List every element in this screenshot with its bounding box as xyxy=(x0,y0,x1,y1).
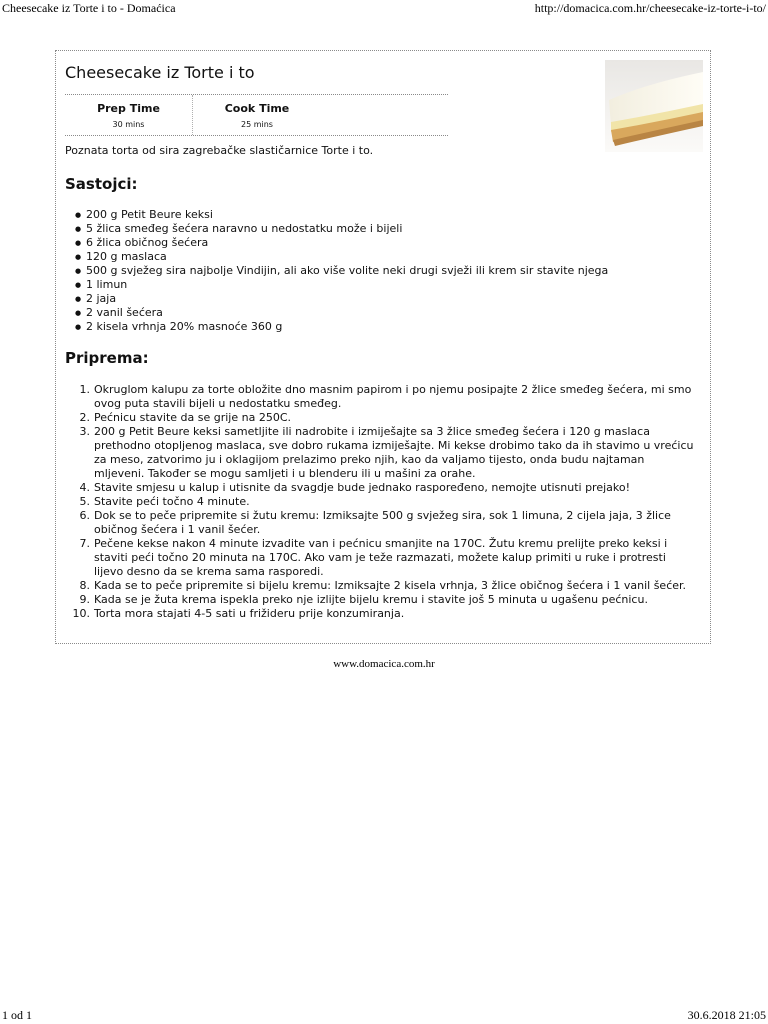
ingredient-item: ● 120 g maslaca xyxy=(65,250,695,264)
ingredient-item: ● 5 žlica smeđeg šećera naravno u nedostatku može i bijeli xyxy=(65,222,695,236)
step-number: 5. xyxy=(79,495,90,508)
step-number: 8. xyxy=(79,579,90,592)
prep-time xyxy=(65,95,193,135)
print-page-title: Cheesecake iz Torte i to - Domaćica xyxy=(2,1,176,15)
step-number: 7. xyxy=(79,537,90,550)
recipe-times xyxy=(65,94,448,136)
step-number: 6. xyxy=(79,509,90,522)
cheesecake-photo xyxy=(605,60,703,152)
ingredient-item: ● 2 vanil šećera xyxy=(65,306,695,320)
recipe-image xyxy=(605,60,703,152)
step-text: 200 g Petit Beure keksi sametljite ili nadrobite i izmiješajte sa 3 žlice smeđeg šećera i 120 g maslaca prethodno otopljenog maslaca, sve dobro rukama izmiješajte. Mi kekse drobimo tako da ih stavimo u vrećicu za meso, zatvorimo ju i oklagijom prelazimo preko njih, kao da valjamo tijesto, onda budu najtaman mljeveni. Također se mogu samljeti i u blenderu ili u mašini za orahe. xyxy=(94,425,694,480)
ingredient-item: ● 2 jaja xyxy=(65,292,695,306)
print-url[interactable]: http://domacica.com.hr/cheesecake-iz-torte-i-to/ xyxy=(534,1,766,15)
step-number: 4. xyxy=(79,481,90,494)
step-text: Torta mora stajati 4-5 sati u frižideru prije konzumiranja. xyxy=(94,607,405,620)
site-footer-link[interactable]: www.domacica.com.hr xyxy=(333,658,435,670)
print-footer xyxy=(0,1008,768,1024)
cook-time-label: Cook Time xyxy=(224,102,290,115)
method-heading: Priprema: xyxy=(65,349,149,367)
step-number: 10. xyxy=(72,607,90,620)
step-text: Pečene kekse nakon 4 minute izvadite van i pećnicu smanjite na 170C. Žutu kremu prelijte preko keksi i staviti peći točno 20 minuta na 170C. Ako vam je teže razmazati, možete kalup primiti u ruke i protresti lijevo desno da se krema sama rasporedi. xyxy=(94,537,668,578)
step-number: 9. xyxy=(79,593,90,606)
method-step xyxy=(65,495,697,509)
step-number: 1. xyxy=(79,383,90,396)
ingredient-item: ● 6 žlica običnog šećera xyxy=(65,236,695,250)
method-step xyxy=(65,383,697,411)
cook-time-value: 25 mins xyxy=(241,120,273,129)
ingredient-item: ● 500 g svježeg sira najbolje Vindijin, ali ako više volite neki drugi svježi ili krem sir stavite njega xyxy=(65,264,695,278)
ingredients-list xyxy=(65,208,695,334)
step-text: Stavite peći točno 4 minute. xyxy=(94,495,250,508)
method-steps xyxy=(65,383,697,621)
step-text: Kada se to peče pripremite si bijelu kremu: Izmiksajte 2 kisela vrhnja, 3 žlice običnog šećera i 1 vanil šećer. xyxy=(94,579,687,592)
prep-time-value: 30 mins xyxy=(112,120,145,129)
step-number: 2. xyxy=(79,411,90,424)
recipe-card xyxy=(55,50,711,644)
method-step xyxy=(65,607,697,621)
method-step xyxy=(65,481,697,495)
method-step xyxy=(65,537,697,579)
method-step xyxy=(65,579,697,593)
method-step xyxy=(65,509,697,537)
step-number: 3. xyxy=(79,425,90,438)
step-text: Kada se je žuta krema ispekla preko nje izlijte bijelu kremu i stavite još 5 minuta u ugašenu pećnicu. xyxy=(94,593,648,606)
step-text: Okruglom kalupu za torte obložite dno masnim papirom i po njemu posipajte 2 žlice smeđeg šećera, mi smo ovog puta stavili bijeli u nedostatku smeđeg. xyxy=(94,383,692,410)
prep-time-label: Prep Time xyxy=(97,102,160,115)
method-step xyxy=(65,425,697,481)
step-text: Dok se to peče pripremite si žutu kremu: Izmiksajte 500 g svježeg sira, sok 1 limuna, 2 cijela jaja, 3 žlice običnog šećera i 1 vanil šećer. xyxy=(94,509,671,536)
method-step xyxy=(65,593,697,607)
print-datetime: 30.6.2018 21:05 xyxy=(687,1008,766,1022)
print-header xyxy=(0,0,768,16)
ingredient-item: ● 2 kisela vrhnja 20% masnoće 360 g xyxy=(65,320,695,334)
page-count: 1 od 1 xyxy=(2,1008,32,1022)
step-text: Pećnicu stavite da se grije na 250C. xyxy=(94,411,292,424)
ingredients-heading: Sastojci: xyxy=(65,175,138,193)
ingredient-item: ● 200 g Petit Beure keksi xyxy=(65,208,695,222)
ingredient-item: ● 1 limun xyxy=(65,278,695,292)
recipe-description: Poznata torta od sira zagrebačke slastičarnice Torte i to. xyxy=(65,144,374,157)
method-step xyxy=(65,411,697,425)
recipe-title: Cheesecake iz Torte i to xyxy=(65,63,255,82)
cook-time xyxy=(193,95,321,135)
step-text: Stavite smjesu u kalup i utisnite da svagdje bude jednako raspoređeno, nemojte utisnuti prejako! xyxy=(94,481,631,494)
